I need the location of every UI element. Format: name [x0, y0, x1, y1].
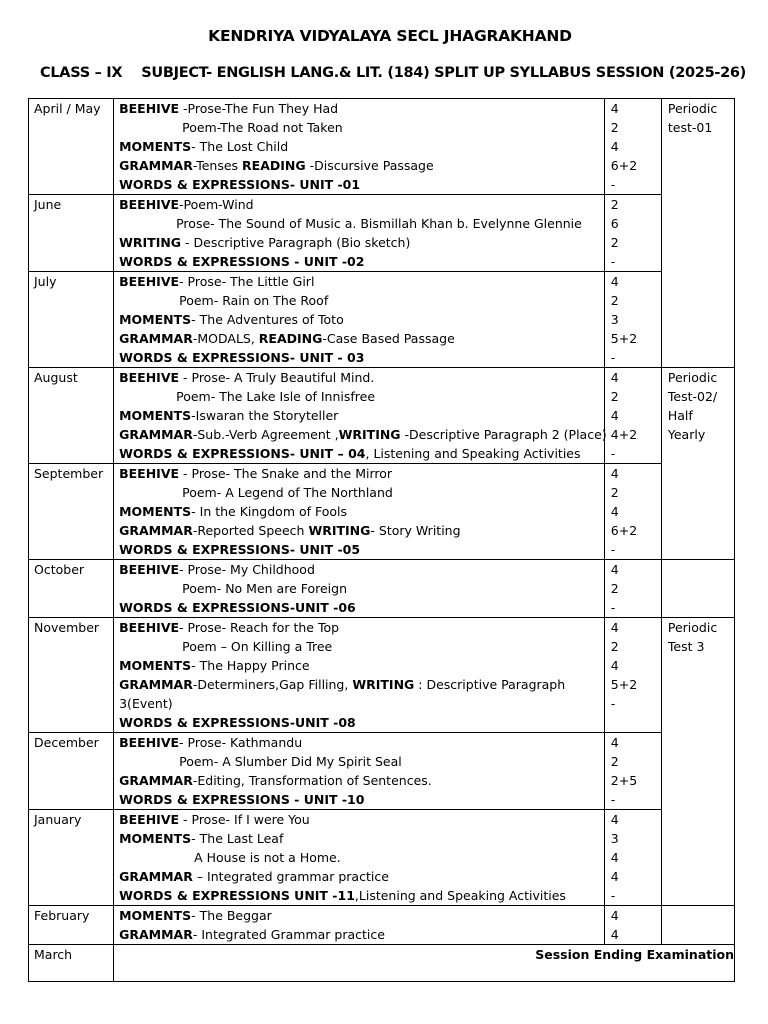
topic-line: MOMENTS- In the Kingdom of Fools: [119, 504, 348, 519]
month-cell: December: [29, 733, 114, 810]
month-cell: March: [29, 945, 114, 982]
topic-line: BEEHIVE- Prose- Kathmandu: [119, 735, 303, 750]
topic-line: GRAMMAR-Tenses READING -Discursive Passage: [119, 158, 434, 173]
topic-line: MOMENTS- The Beggar: [119, 908, 272, 923]
table-row: [29, 464, 735, 560]
topic-line: WORDS & EXPRESSIONS - UNIT -02: [119, 254, 365, 269]
table-row: [29, 945, 735, 982]
topic-line: BEEHIVE- Prose- The Little Girl: [119, 274, 315, 289]
periods-cell: 4 2 4 5+2 -: [604, 618, 661, 733]
topic-line: GRAMMAR-Determiners,Gap Filling, WRITING : Descriptive Paragraph 3(Event): [119, 677, 566, 711]
topic-line: BEEHIVE -Prose-The Fun They Had: [119, 101, 339, 116]
month-cell: January: [29, 810, 114, 906]
topic-line: BEEHIVE-Poem-Wind: [119, 197, 254, 212]
syllabus-table: [28, 98, 735, 982]
topic-line: MOMENTS- The Happy Prince: [119, 658, 310, 673]
topic-line: WORDS & EXPRESSIONS- UNIT -05: [119, 542, 361, 557]
periods-cell: 4 2 4 6+2 -: [604, 464, 661, 560]
table-row: [29, 99, 735, 195]
periods-cell: 2 6 2 -: [604, 195, 661, 272]
topic-line: WORDS & EXPRESSIONS-UNIT -08: [119, 715, 356, 730]
topic-line: WORDS & EXPRESSIONS UNIT -11,Listening and Speaking Activities: [119, 888, 566, 903]
topic-line: Poem – On Killing a Tree: [182, 639, 333, 654]
topic-line: GRAMMAR-Reported Speech WRITING- Story Writing: [119, 523, 461, 538]
topic-line: Poem- The Lake Isle of Innisfree: [176, 389, 376, 404]
topic-line: Poem- No Men are Foreign: [182, 581, 348, 596]
topic-line: A House is not a Home.: [194, 850, 341, 865]
topics-cell: [114, 618, 605, 733]
topic-line: WORDS & EXPRESSIONS- UNIT - 03: [119, 350, 365, 365]
session-ending-exam: Session Ending Examination: [114, 945, 735, 982]
topic-line: MOMENTS- The Last Leaf: [119, 831, 284, 846]
topic-line: BEEHIVE- Prose- My Childhood: [119, 562, 315, 577]
topics-cell: [114, 560, 605, 618]
topics-cell: [114, 464, 605, 560]
document-title: KENDRIYA VIDYALAYA SECL JHAGRAKHAND: [208, 27, 572, 45]
month-cell: August: [29, 368, 114, 464]
month-cell: October: [29, 560, 114, 618]
topic-line: BEEHIVE - Prose- If I were You: [119, 812, 310, 827]
table-row: [29, 195, 735, 272]
periods-cell: 4 3 4 4 -: [604, 810, 661, 906]
periods-cell: 4 2 4 6+2 -: [604, 99, 661, 195]
table-row: [29, 560, 735, 618]
topic-line: MOMENTS- The Lost Child: [119, 139, 289, 154]
topics-cell: [114, 810, 605, 906]
topic-line: BEEHIVE- Prose- Reach for the Top: [119, 620, 340, 635]
month-cell: April / May: [29, 99, 114, 195]
topics-cell: [114, 906, 605, 945]
topics-cell: [114, 195, 605, 272]
topic-line: GRAMMAR – Integrated grammar practice: [119, 869, 389, 884]
topic-line: GRAMMAR-MODALS, READING-Case Based Passage: [119, 331, 455, 346]
document-subtitle: CLASS – IX SUBJECT- ENGLISH LANG.& LIT. (184) SPLIT UP SYLLABUS SESSION (2025-26): [40, 65, 746, 81]
table-row: [29, 810, 735, 906]
table-row: [29, 906, 735, 945]
table-row: [29, 272, 735, 368]
topic-line: GRAMMAR-Sub.-Verb Agreement ,WRITING -Descriptive Paragraph 2 (Place): [119, 427, 607, 442]
assessment-cell: Periodic Test 3: [661, 618, 734, 906]
periods-cell: 4 2 2+5 -: [604, 733, 661, 810]
topic-line: Poem- Rain on The Roof: [179, 293, 329, 308]
topic-line: GRAMMAR- Integrated Grammar practice: [119, 927, 385, 942]
topic-line: WORDS & EXPRESSIONS- UNIT -01: [119, 177, 361, 192]
assessment-cell: Periodic Test-02/ Half Yearly: [661, 368, 734, 560]
table-row: [29, 618, 735, 733]
topic-line: BEEHIVE - Prose- The Snake and the Mirror: [119, 466, 393, 481]
topic-line: Poem- A Legend of The Northland: [182, 485, 393, 500]
topics-cell: [114, 272, 605, 368]
periods-cell: 4 2 -: [604, 560, 661, 618]
month-cell: September: [29, 464, 114, 560]
periods-cell: 4 2 3 5+2 -: [604, 272, 661, 368]
topics-cell: [114, 733, 605, 810]
topic-line: WRITING - Descriptive Paragraph (Bio sketch): [119, 235, 411, 250]
topic-line: Poem-The Road not Taken: [182, 120, 343, 135]
month-cell: June: [29, 195, 114, 272]
topic-line: Poem- A Slumber Did My Spirit Seal: [179, 754, 402, 769]
topic-line: BEEHIVE - Prose- A Truly Beautiful Mind.: [119, 370, 375, 385]
table-row: [29, 733, 735, 810]
month-cell: November: [29, 618, 114, 733]
month-cell: July: [29, 272, 114, 368]
periods-cell: 4 4: [604, 906, 661, 945]
topics-cell: [114, 368, 605, 464]
assessment-cell: Periodic test-01: [661, 99, 734, 368]
topic-line: MOMENTS- The Adventures of Toto: [119, 312, 344, 327]
periods-cell: 4 2 4 4+2 -: [604, 368, 661, 464]
assessment-cell-empty: [661, 560, 734, 618]
topic-line: MOMENTS-Iswaran the Storyteller: [119, 408, 339, 423]
table-row: [29, 368, 735, 464]
topic-line: WORDS & EXPRESSIONS- UNIT – 04, Listening and Speaking Activities: [119, 446, 581, 461]
month-cell: February: [29, 906, 114, 945]
assessment-cell-empty: [661, 906, 734, 945]
topics-cell: [114, 99, 605, 195]
topic-line: WORDS & EXPRESSIONS - UNIT -10: [119, 792, 365, 807]
topic-line: WORDS & EXPRESSIONS-UNIT -06: [119, 600, 356, 615]
topic-line: GRAMMAR-Editing, Transformation of Sentences.: [119, 773, 432, 788]
topic-line: Prose- The Sound of Music a. Bismillah Khan b. Evelynne Glennie: [176, 216, 582, 231]
